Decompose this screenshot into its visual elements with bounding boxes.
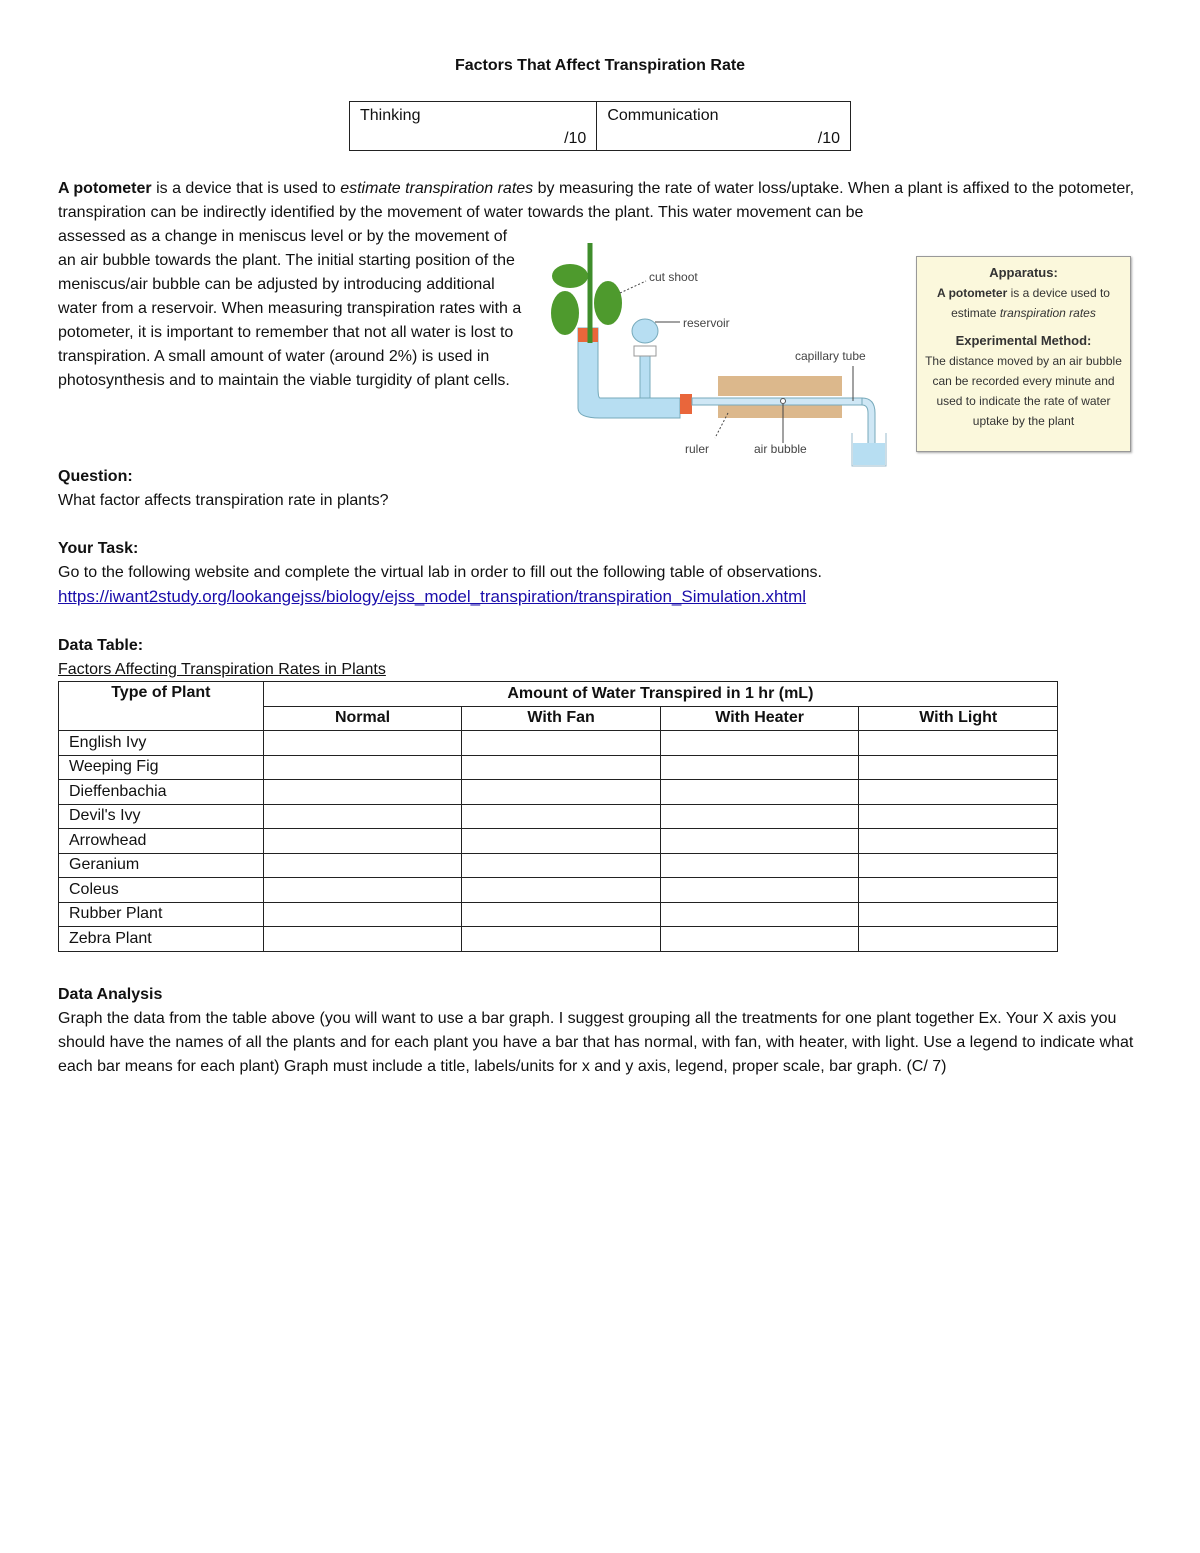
observation-cell[interactable]: [660, 804, 859, 829]
intro-paragraph: [58, 177, 1138, 225]
observation-cell[interactable]: [859, 780, 1058, 805]
observation-cell[interactable]: [263, 927, 462, 952]
observation-cell[interactable]: [859, 878, 1058, 903]
label-capillary-tube: capillary tube: [795, 349, 866, 363]
intro-emphasis: estimate transpiration rates: [340, 180, 534, 197]
plant-name: Devil's Ivy: [59, 804, 264, 829]
observation-cell[interactable]: [660, 927, 859, 952]
apparatus-body: is a device used to estimate: [951, 286, 1110, 320]
column-header: Normal: [263, 706, 462, 731]
task-heading: Your Task:: [58, 540, 139, 557]
question-text: What factor affects transpiration rate in plants?: [58, 492, 389, 509]
observation-cell[interactable]: [462, 829, 661, 854]
observation-cell[interactable]: [462, 755, 661, 780]
observation-cell[interactable]: [859, 853, 1058, 878]
observation-cell[interactable]: [660, 853, 859, 878]
table-row: [59, 878, 1058, 903]
table-row: [59, 755, 1058, 780]
observation-cell[interactable]: [462, 731, 661, 756]
observation-cell[interactable]: [263, 902, 462, 927]
table-row: [59, 780, 1058, 805]
analysis-section: [58, 983, 1138, 1079]
observation-cell[interactable]: [263, 755, 462, 780]
plant-name: Coleus: [59, 878, 264, 903]
task-text: Go to the following website and complete the virtual lab in order to fill out the following table of observations.: [58, 564, 822, 581]
table-row: [59, 902, 1058, 927]
intro-paragraph-continued: assessed as a change in meniscus level or by the movement of an air bubble towards the plant. The initial starting position of the meniscus/air bubble can be adjusted by introducing additional water from a reservoir. When measuring transpiration rates with a potometer, it is important to remember that not all water is lost to transpiration. A small amount of water (around 2%) is used in photosynthesis and to maintain the viable turgidity of plant cells.: [58, 228, 522, 389]
observation-cell[interactable]: [263, 878, 462, 903]
table-row: [59, 927, 1058, 952]
observation-cell[interactable]: [462, 902, 661, 927]
task-section: [58, 537, 1138, 610]
observation-cell[interactable]: [859, 927, 1058, 952]
observation-cell[interactable]: [462, 878, 661, 903]
observation-cell[interactable]: [859, 755, 1058, 780]
observation-cell[interactable]: [660, 878, 859, 903]
observation-cell[interactable]: [660, 902, 859, 927]
observation-cell[interactable]: [660, 731, 859, 756]
intro-text: is a device that is used to: [151, 180, 341, 197]
score-table: [349, 101, 851, 151]
observation-cell[interactable]: [263, 853, 462, 878]
column-header: With Fan: [462, 706, 661, 731]
observation-cell[interactable]: [660, 780, 859, 805]
apparatus-term: A potometer: [937, 286, 1008, 300]
data-table-heading: Data Table:: [58, 637, 144, 654]
label-ruler: ruler: [685, 442, 710, 456]
observation-cell[interactable]: [859, 829, 1058, 854]
apparatus-em: transpiration rates: [999, 306, 1096, 320]
score-label: Thinking: [360, 107, 421, 124]
plant-name: Arrowhead: [59, 829, 264, 854]
observation-cell[interactable]: [462, 853, 661, 878]
page-title: Factors That Affect Transpiration Rate: [454, 57, 746, 74]
observation-cell[interactable]: [859, 804, 1058, 829]
score-cell-communication: [597, 102, 851, 151]
table-row: [59, 829, 1058, 854]
observation-cell[interactable]: [859, 902, 1058, 927]
data-table-section: [58, 634, 386, 682]
observation-cell[interactable]: [462, 927, 661, 952]
observation-cell[interactable]: [660, 755, 859, 780]
label-reservoir: reservoir: [683, 316, 730, 330]
apparatus-heading: Apparatus:: [989, 265, 1058, 280]
observation-cell[interactable]: [462, 804, 661, 829]
label-cut-shoot: cut shoot: [649, 270, 698, 284]
score-out-of: /10: [817, 130, 840, 147]
table-caption: Factors Affecting Transpiration Rates in Plants: [58, 661, 386, 678]
observation-cell[interactable]: [263, 829, 462, 854]
question-section: [58, 465, 389, 513]
question-heading: Question:: [58, 468, 133, 485]
score-out-of: /10: [564, 130, 587, 147]
method-text: The distance moved by an air bubble can be recorded every minute and used to indicate the rate of water uptake by the plant: [925, 354, 1122, 428]
plant-name: Rubber Plant: [59, 902, 264, 927]
plant-name: Zebra Plant: [59, 927, 264, 952]
table-row: [59, 853, 1058, 878]
analysis-heading: Data Analysis: [58, 986, 163, 1003]
column-header: With Heater: [660, 706, 859, 731]
table-row: [59, 731, 1058, 756]
observation-cell[interactable]: [263, 731, 462, 756]
observation-cell[interactable]: [263, 780, 462, 805]
plant-name: Weeping Fig: [59, 755, 264, 780]
plant-name: Geranium: [59, 853, 264, 878]
observation-cell[interactable]: [859, 731, 1058, 756]
header-amount-transpired: Amount of Water Transpired in 1 hr (mL): [263, 682, 1057, 707]
observations-table: [58, 681, 1058, 952]
table-row: [59, 804, 1058, 829]
apparatus-text: [917, 283, 1130, 323]
score-cell-thinking: [350, 102, 597, 151]
method-heading: Experimental Method:: [955, 333, 1092, 348]
apparatus-box: [916, 256, 1131, 452]
observation-cell[interactable]: [462, 780, 661, 805]
intro-text: by measuring the rate of water loss/uptake. When a plant is affixed to the potometer, transpiration can be indirectly identified by the movement of water towards the plant. This water movement can be: [58, 180, 1135, 221]
term-potometer: A potometer: [58, 180, 152, 197]
simulation-link[interactable]: https://iwant2study.org/lookangejss/biology/ejss_model_transpiration/transpiration_Simulation.xhtml: [58, 587, 807, 606]
score-label: Communication: [607, 107, 719, 124]
plant-name: Dieffenbachia: [59, 780, 264, 805]
observation-cell[interactable]: [263, 804, 462, 829]
analysis-text: Graph the data from the table above (you will want to use a bar graph. I suggest grouping all the treatments for one plant together Ex. Your X axis you should have the names of all the plants and for each plant you have a bar that has normal, with fan, with heater, with light. Use a legend to indicate what each bar means for each plant) Graph must include a title, labels/units for x and y axis, legend, proper scale, bar graph. (C/ 7): [58, 1010, 1134, 1075]
header-type-of-plant: Type of Plant: [59, 682, 264, 731]
label-air-bubble: air bubble: [754, 442, 807, 456]
plant-name: English Ivy: [59, 731, 264, 756]
column-header: With Light: [859, 706, 1058, 731]
observation-cell[interactable]: [660, 829, 859, 854]
